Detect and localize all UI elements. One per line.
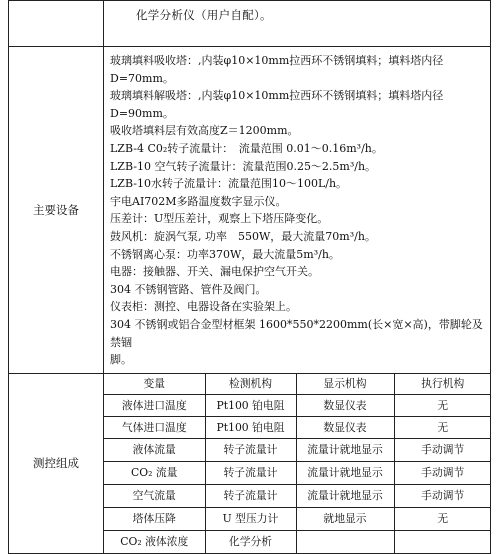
detection-cell: 转子流量计 — [205, 461, 296, 484]
control-label: 测控组成 — [9, 373, 104, 553]
variable-cell: 气体进口温度 — [104, 416, 205, 438]
equipment-line: 吸收塔填料层有效高度Z＝1200mm。 — [110, 124, 299, 138]
actuator-cell — [394, 530, 491, 553]
table-row — [104, 438, 491, 461]
actuator-cell: 无 — [394, 416, 491, 438]
equipment-line: LZB-4 C0₂转子流量计： 流量范围 0.01～0.16m³/h。 — [110, 141, 383, 155]
equipment-line: LZB-10 空气转子流量计：流量范围0.25～2.5m³/h。 — [110, 159, 377, 173]
header-detection: 检测机构 — [205, 374, 296, 395]
detection-cell: 转子流量计 — [205, 438, 296, 461]
control-header-row — [104, 374, 491, 395]
display-cell: 流量计就地显示 — [296, 484, 394, 507]
table-row — [104, 394, 491, 416]
equipment-line: 鼓风机：旋涡气泵, 功率 550W，最大流量70m³/h。 — [110, 229, 376, 243]
empty-label-cell — [9, 1, 104, 47]
equipment-line: 仪表柜：测控、电器设备在实验架上。 — [110, 300, 297, 314]
table-row — [104, 484, 491, 507]
spec-table — [8, 0, 491, 554]
header-variable: 变量 — [104, 374, 205, 395]
display-cell — [296, 530, 394, 553]
control-table — [104, 374, 491, 553]
equipment-line: 脚。 — [110, 353, 132, 367]
equipment-line: 玻璃填料吸收塔：,内装φ10×10mm拉西环不锈钢填料；填料塔内径 — [110, 54, 444, 67]
table-row — [104, 530, 491, 553]
equipment-line: 玻璃填料解吸塔：,内装φ10×10mm拉西环不锈钢填料；填料塔内径 — [110, 89, 444, 103]
variable-cell: 液体进口温度 — [104, 394, 205, 416]
equipment-line: 压差计：U型压差计，观察上下塔压降变化。 — [110, 212, 329, 226]
equipment-label: 主要设备 — [9, 47, 104, 374]
detection-cell: Pt100 铂电阻 — [205, 416, 296, 438]
table-row — [104, 416, 491, 438]
display-cell: 数显仪表 — [296, 416, 394, 438]
analyzer-row — [9, 1, 491, 47]
detection-cell: U 型压力计 — [205, 507, 296, 530]
display-cell: 数显仪表 — [296, 394, 394, 416]
actuator-cell: 手动调节 — [394, 461, 491, 484]
actuator-cell: 手动调节 — [394, 484, 491, 507]
equipment-line: 电器：接触器、开关、漏电保护空气开关。 — [110, 265, 319, 279]
variable-cell: CO₂ 流量 — [104, 461, 205, 484]
display-cell: 流量计就地显示 — [296, 461, 394, 484]
header-actuator: 执行机构 — [394, 374, 491, 395]
display-cell: 流量计就地显示 — [296, 438, 394, 461]
variable-cell: CO₂ 液体浓度 — [104, 530, 205, 553]
display-cell: 就地显示 — [296, 507, 394, 530]
actuator-cell: 无 — [394, 394, 491, 416]
detection-cell: Pt100 铂电阻 — [205, 394, 296, 416]
equipment-line: 304 不锈钢或铝合金型材框架 1600*550*2200mm(长×宽×高)，带脚轮及禁锢 — [110, 317, 483, 349]
actuator-cell: 无 — [394, 507, 491, 530]
variable-cell: 塔体压降 — [104, 507, 205, 530]
variable-cell: 液体流量 — [104, 438, 205, 461]
equipment-line: D=70mm。 — [110, 71, 174, 85]
equipment-line: 304 不锈钢管路、管件及阀门。 — [110, 282, 267, 296]
analyzer-cell — [104, 1, 491, 47]
equipment-line: 不锈钢离心泵：功率370W，最大流量5m³/h。 — [110, 247, 340, 261]
detection-cell: 化学分析 — [205, 530, 296, 553]
control-row — [9, 373, 491, 553]
equipment-line: D=90mm。 — [110, 106, 174, 120]
actuator-cell: 手动调节 — [394, 438, 491, 461]
spec-page — [8, 0, 491, 549]
equipment-cell — [104, 47, 491, 374]
equipment-list — [110, 52, 484, 369]
header-display: 显示机构 — [296, 374, 394, 395]
detection-cell: 转子流量计 — [205, 484, 296, 507]
control-cell — [104, 373, 491, 553]
equipment-line: 宇电AI702M多路温度数字显示仪。 — [110, 194, 287, 208]
equipment-row — [9, 47, 491, 374]
table-row — [104, 461, 491, 484]
equipment-line: LZB-10水转子流量计：流量范围10～100L/h。 — [110, 177, 348, 191]
variable-cell: 空气流量 — [104, 484, 205, 507]
analyzer-text: 化学分析仪（用户自配）。 — [136, 8, 272, 22]
